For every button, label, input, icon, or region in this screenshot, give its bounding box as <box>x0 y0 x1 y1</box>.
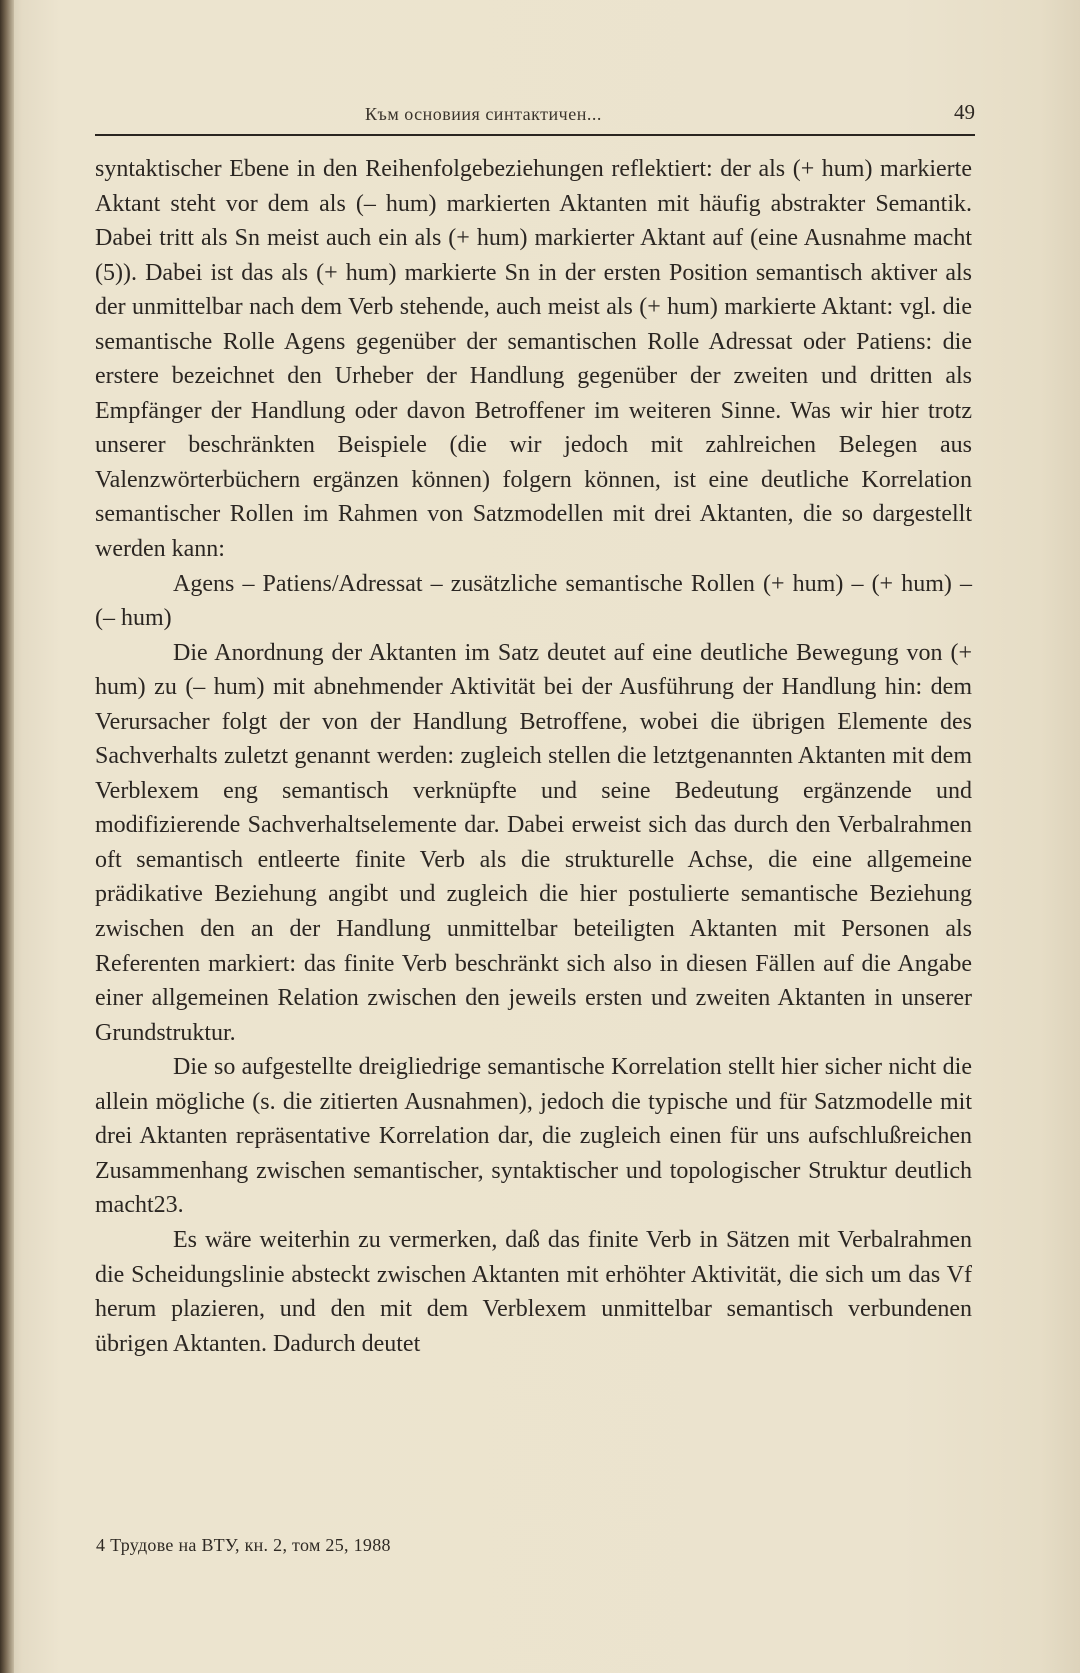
paragraph-anordnung: Die Anordnung der Aktanten im Satz deutet auf eine deutliche Bewegung von (+ hum) zu (– hum) mit abnehmender Aktivität bei der Ausführung der Handlung hin: dem Verursacher folgt der von der Handlung Betroffene, wobei die übrigen Elemente des Sachverhalts zuletzt genannt werden: zugleich stellen die letztgenannten Aktanten mit dem Verblexem eng semantisch verknüpfte und seine Bedeutung ergänzende und modifizierende Sachverhaltselemente dar. Dabei erweist sich das durch den Verbalrahmen oft semantisch entleerte finite Verb als die strukturelle Achse, die eine allgemeine prädikative Beziehung angibt und zugleich die hier postulierte semantische Beziehung zwischen den an der Handlung unmittelbar beteiligten Aktanten mit Personen als Referenten markiert: das finite Verb beschränkt sich also in diesen Fällen auf die Angabe einer allgemeinen Relation zwischen den jeweils ersten und zweiten Aktanten in unserer Grundstruktur. <box>95 639 972 1046</box>
body-text <box>95 152 972 1361</box>
footer-signature: 4 Трудове на ВТУ, кн. 2, том 25, 1988 <box>96 1535 391 1555</box>
paragraph-korrelation: Die so aufgestellte dreigliedrige semantische Korrelation stellt hier sicher nicht die allein mögliche (s. die zitierten Ausnahmen), jedoch die typische und für Satzmodelle mit drei Aktanten repräsentative Korrelation dar, die zugleich einen für uns aufschlußreichen Zusammenhang zwischen semantischer, syntaktischer und topologischer Struktur deutlich macht23. <box>95 1054 972 1219</box>
page-number: 49 <box>954 100 975 124</box>
running-header <box>95 100 975 136</box>
paragraph-formula: Agens – Patiens/Adressat – zusätzliche semantische Rollen (+ hum) – (+ hum) – (– hum) <box>95 570 972 632</box>
running-title: Към основиия синтактичен... <box>365 104 602 124</box>
paragraph-verbalrahmen: Es wäre weiterhin zu vermerken, daß das finite Verb in Sätzen mit Verbalrahmen die Scheidungslinie absteckt zwischen Aktanten mit erhöhter Aktivität, die sich um das Vf herum plazieren, und den mit dem Verblexem unmittelbar semantisch verbundenen übrigen Aktanten. Dadurch deutet <box>95 1226 972 1357</box>
paragraph-continuation: syntaktischer Ebene in den Reihenfolgebeziehungen reflektiert: der als (+ hum) markierte Aktant steht vor dem als (– hum) markierten Aktanten mit häufig abstrakter Semantik. Dabei tritt als Sn meist auch ein als (+ hum) markierter Aktant auf (eine Ausnahme macht (5)). Dabei ist das als (+ hum) markierte Sn in der ersten Position semantisch aktiver als der unmittelbar nach dem Verb stehende, auch meist als (+ hum) markierte Aktant: vgl. die semantische Rolle Agens gegenüber der semantischen Rolle Adressat oder Patiens: die erstere bezeichnet den Urheber der Handlung gegenüber der zweiten und dritten als Empfänger der Handlung oder davon Betroffener im weiteren Sinne. Was wir hier trotz unserer beschränkten Beispiele (die wir jedoch mit zahlreichen Belegen aus Valenzwörterbüchern ergänzen können) folgern können, ist eine deutliche Korrelation semantischer Rollen im Rahmen von Satzmodellen mit drei Aktanten, die so dargestellt werden kann: <box>95 156 972 563</box>
book-spine-shadow <box>0 0 14 1673</box>
